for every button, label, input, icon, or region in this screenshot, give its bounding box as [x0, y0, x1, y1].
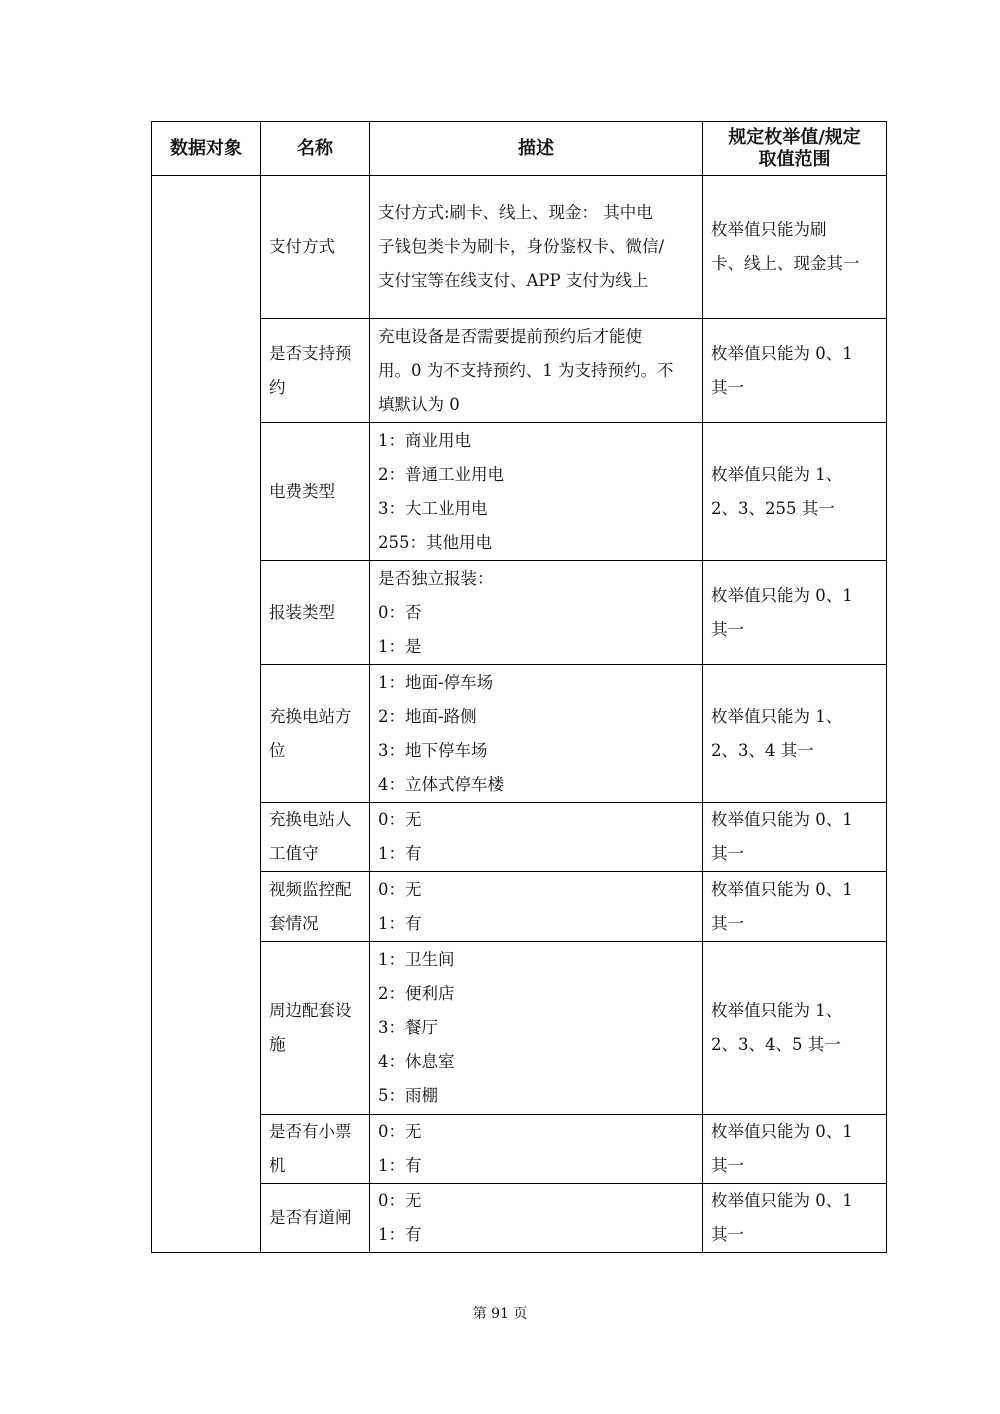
range-cell [703, 1115, 887, 1184]
header-name: 名称 [261, 122, 370, 176]
name-line: 位 [269, 740, 286, 760]
name-line: 工值守 [269, 844, 319, 863]
description-line: 1：有 [378, 1156, 422, 1175]
range-cell [703, 872, 887, 942]
name-line: 是否有道闸 [269, 1208, 352, 1227]
range-line: 枚举值只能为 0、1 [711, 1122, 853, 1141]
description-line: 0：否 [378, 602, 422, 622]
description-cell [370, 1115, 703, 1184]
range-line: 2、3、255 其一 [711, 498, 835, 518]
table-header-row [152, 122, 887, 176]
range-cell [703, 319, 887, 423]
range-cell [703, 803, 887, 872]
range-cell [703, 665, 887, 803]
description-line: 填默认为 0 [378, 394, 460, 414]
name-cell [261, 561, 370, 665]
name-line: 视频监控配 [269, 879, 352, 899]
description-line: 3：餐厅 [378, 1018, 438, 1037]
range-line: 枚举值只能为 0、1 [711, 585, 853, 605]
description-line: 2：便利店 [378, 984, 455, 1003]
table-row [152, 942, 887, 1115]
description-line: 1：有 [378, 913, 422, 933]
range-cell [703, 1184, 887, 1253]
range-line: 枚举值只能为 0、1 [711, 1191, 853, 1210]
name-line: 机 [269, 1156, 286, 1175]
description-line: 2：地面-路侧 [378, 706, 477, 726]
table-row [152, 803, 887, 872]
range-cell [703, 561, 887, 665]
name-cell [261, 1115, 370, 1184]
header-description: 描述 [370, 122, 703, 176]
range-cell [703, 942, 887, 1115]
description-line: 0：无 [378, 1191, 422, 1210]
header-range-line: 取值范围 [758, 148, 831, 170]
name-cell [261, 423, 370, 561]
page-number: 第 91 页 [472, 1306, 528, 1322]
description-cell [370, 319, 703, 423]
range-line: 其一 [711, 1225, 744, 1244]
table-row [152, 872, 887, 942]
description-line: 5：雨棚 [378, 1086, 438, 1105]
range-line: 其一 [711, 844, 744, 863]
name-line: 充换电站人 [269, 810, 352, 829]
name-line: 周边配套设 [269, 1001, 352, 1020]
range-cell [703, 423, 887, 561]
description-cell [370, 803, 703, 872]
name-line: 充换电站方 [269, 706, 352, 726]
name-cell [261, 1184, 370, 1253]
header-range [703, 122, 887, 176]
description-line: 4：休息室 [378, 1052, 455, 1071]
range-line: 枚举值只能为 1、 [711, 1001, 843, 1020]
name-cell [261, 872, 370, 942]
range-line: 枚举值只能为 0、1 [711, 879, 853, 899]
data-object-cell [152, 176, 261, 1253]
name-line: 施 [269, 1035, 286, 1054]
description-line: 是否独立报装： [378, 568, 494, 588]
name-cell [261, 803, 370, 872]
range-line: 枚举值只能为 1、 [711, 706, 843, 726]
description-line: 1：有 [378, 844, 422, 863]
table-row [152, 561, 887, 665]
range-line: 枚举值只能为刷 [711, 220, 827, 239]
description-line: 3：地下停车场 [378, 740, 488, 760]
name-line: 套情况 [269, 913, 319, 933]
range-line: 其一 [711, 619, 744, 639]
description-cell [370, 872, 703, 942]
range-line: 枚举值只能为 1、 [711, 464, 843, 484]
description-cell [370, 942, 703, 1115]
table-body [152, 176, 887, 1253]
name-line: 约 [269, 377, 286, 397]
table-row [152, 319, 887, 423]
name-line: 是否有小票 [269, 1122, 352, 1141]
description-line: 支付方式:刷卡、线上、现金： 其中电 [378, 203, 653, 222]
range-line: 卡、线上、现金其一 [711, 254, 860, 273]
name-cell [261, 319, 370, 423]
name-line: 报装类型 [269, 602, 335, 622]
table-row [152, 1184, 887, 1253]
description-line: 1：有 [378, 1225, 422, 1244]
description-line: 支付宝等在线支付、APP 支付为线上 [378, 271, 649, 290]
header-range-line: 规定枚举值/规定 [728, 126, 861, 148]
description-line: 0：无 [378, 1122, 422, 1141]
table-row [152, 1115, 887, 1184]
range-line: 枚举值只能为 0、1 [711, 343, 853, 363]
description-cell [370, 1184, 703, 1253]
name-cell [261, 176, 370, 319]
header-data-object: 数据对象 [152, 122, 261, 176]
description-line: 3：大工业用电 [378, 498, 488, 518]
name-line: 支付方式 [269, 237, 335, 256]
description-cell [370, 423, 703, 561]
description-line: 255：其他用电 [378, 532, 492, 552]
description-line: 1：地面-停车场 [378, 672, 494, 692]
description-line: 4：立体式停车楼 [378, 774, 504, 794]
description-cell [370, 561, 703, 665]
range-line: 其一 [711, 913, 744, 933]
range-line: 2、3、4、5 其一 [711, 1035, 841, 1054]
description-line: 1：商业用电 [378, 430, 471, 450]
name-cell [261, 942, 370, 1115]
spec-table [151, 121, 887, 1253]
description-line: 0：无 [378, 879, 422, 899]
table-row [152, 423, 887, 561]
description-line: 1：卫生间 [378, 950, 455, 969]
description-line: 1：是 [378, 636, 422, 656]
description-cell [370, 176, 703, 319]
description-line: 2：普通工业用电 [378, 464, 504, 484]
description-cell [370, 665, 703, 803]
name-line: 电费类型 [269, 481, 335, 501]
name-cell [261, 665, 370, 803]
range-line: 2、3、4 其一 [711, 740, 814, 760]
range-cell [703, 176, 887, 319]
range-line: 其一 [711, 1156, 744, 1175]
description-line: 0：无 [378, 810, 422, 829]
range-line: 枚举值只能为 0、1 [711, 810, 853, 829]
table-row [152, 665, 887, 803]
name-line: 是否支持预 [269, 343, 352, 363]
description-line: 充电设备是否需要提前预约后才能使 [378, 326, 642, 346]
description-line: 子钱包类卡为刷卡，身份鉴权卡、微信/ [378, 237, 665, 256]
description-line: 用。0 为不支持预约、1 为支持预约。不 [378, 360, 674, 380]
table-row [152, 176, 887, 319]
range-line: 其一 [711, 377, 744, 397]
